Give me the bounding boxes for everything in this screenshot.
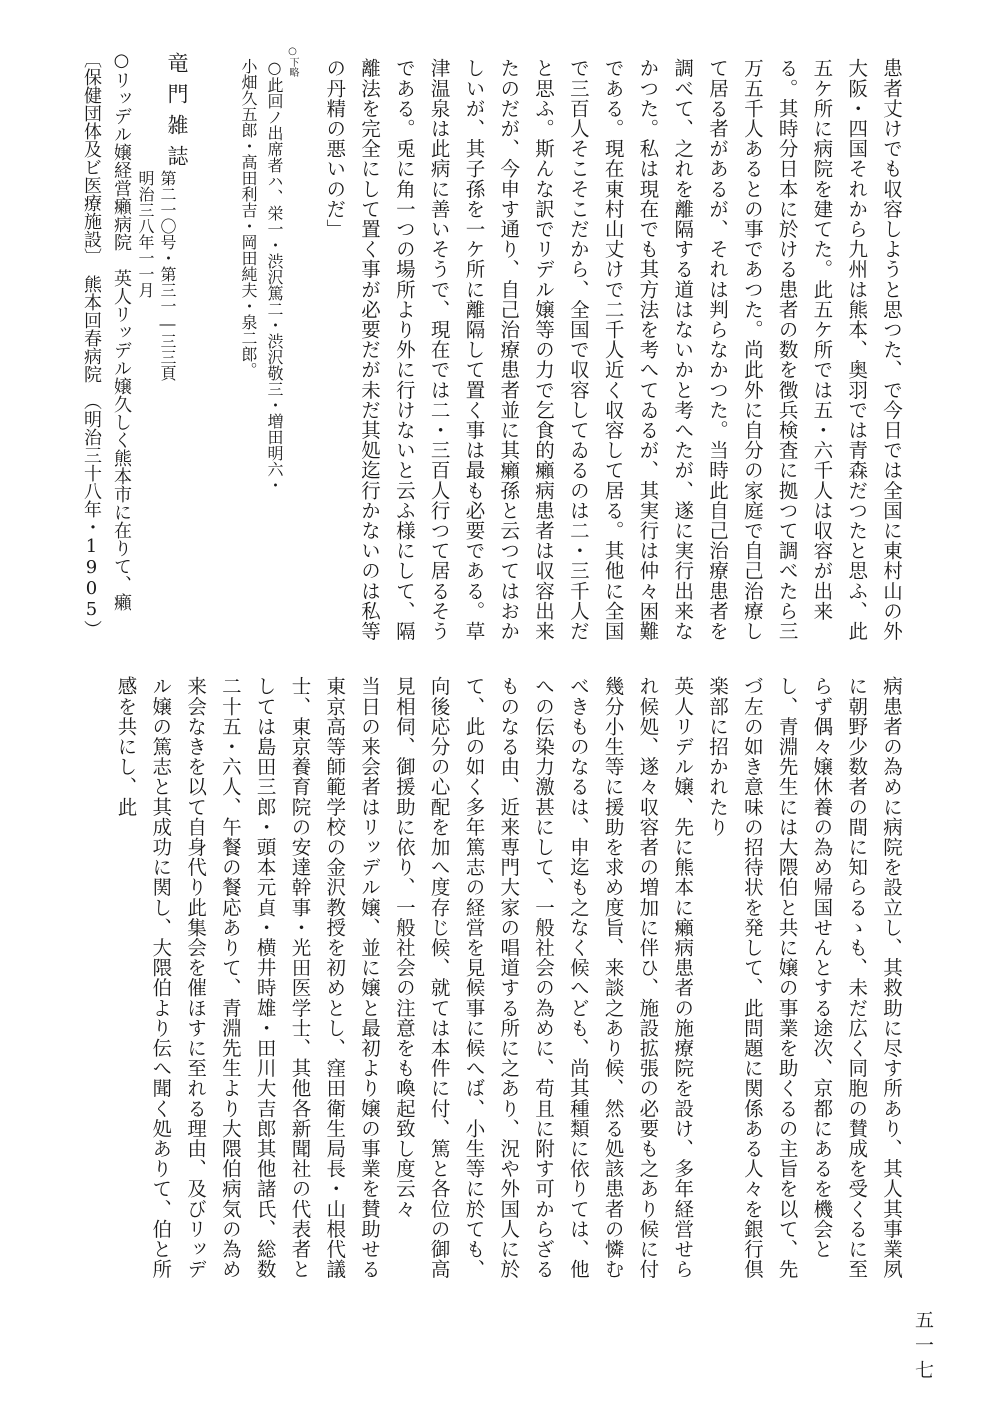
section-heading: 〔保健団体及ビ医療施設〕 熊本回春病院 （明治三十八年・1905） <box>81 50 102 638</box>
page-number: 五一七 <box>912 1310 934 1385</box>
omission-mark: ○下略 <box>287 46 298 77</box>
paragraph: 当日の来会者はリッデル嬢、並に嬢と最初より嬢の事業を賛助せる東京高等師範学校の金沢教授を初めとし、窪田衛生局長・山根代議士、東京養育院の安達幹事・光田医学士、其他各新聞社の代表者としては島田三郎・頭本元貞・横井時雄・田川大吉郎其他諸氏、総数二十五・六人、午餐の餐応ありて、青淵先生より大隈伯病気の為め来会なきを以て自身代り此集会を催ほすに至れる理由、及びリッデル嬢の篤志と其成功に関し、大隈伯より伝へ聞く処ありて、伯と所感を共にし、此 <box>114 676 382 1279</box>
attendee-note <box>217 58 287 498</box>
main-text-bottom <box>88 676 908 1298</box>
paragraph: 患者丈けでも収容しようと思つた、で今日では全国に東村山の外大阪・四国それから九州は熊本、奥羽では青森だつたと思ふ、此五ケ所に病院を建てた。此五ケ所では五・六千人は収容が出来る。其時分日本に於ける患者の数を徴兵検査に拠つて調べたら三万五千人あるとの事であつた。尚此外に自分の家庭で自己治療して居る者があるが、それは判らなかつた。当時此自己治療患者を調べて、之れを離隔する道はないかと考へたが、遂に実行出来なかつた。私は現在でも其方法を考へてゐるが、其実行は仲々困難である。現在東村山丈けで二千人近く収容して居る。其他に全国で三百人そこそこだから、全国で収容してゐるのは二・三千人だと思ふ。斯んな訳でリデル嬢等の力で乞食的癩病患者は収容出来たのだが、今申す通り、自己治療患者並に其癩孫と云つてはおかしいが、其子孫を一ケ所に離隔して置く事は最も必要である。草津温泉は此病に善いそうで、現在では二・三百人行つて居るそうである。兎に角一つの場所より外に行けないと云ふ様にして、隔離法を完全にして置く事が必要だが未だ其処迄行かないのは私等の丹精の悪いのだ」 <box>323 58 903 641</box>
source-info <box>134 170 178 430</box>
entry-heading: ○リッデル嬢経営癩病院 英人リッデル嬢久しく熊本市に在りて、癩 <box>111 50 132 611</box>
source-issue: 第二一〇号・第三一―三三頁 <box>158 170 177 381</box>
source-date: 明治三八年一一月 <box>136 170 155 298</box>
paragraph: 英人リデル嬢、先に熊本に癩病患者の施療院を設け、多年経営せられ候処、遂々収容者の増加に伴ひ、施設拡張の必要も之あり候に付幾分小生等に援助を求め度旨、来談之あり候、然る処該患者の憐むべきものなるは、申迄も之なく候へども、尚其種類に依りては、他への伝染力激甚にして、一般社会の為めに、苟且に附す可からざるものなる由、近来専門大家の唱道する所に之あり、況や外国人に於て、此の如く多年篤志の経営を見候事に候へば、小生等に於ても、向後応分の心配を加へ度存じ候、就ては本件に付、篤と各位の御高見相伺、御援助に依り、一般社会の注意をも喚起致し度云々 <box>392 676 695 1279</box>
paragraph: 病患者の為めに病院を設立し、其救助に尽す所あり、其人其事業夙に朝野少数者の間に知らるゝも、未だ広く同胞の賛成を受くるに至らず偶々嬢休養の為め帰国せんとする途次、京都にあるを機会とし、青淵先生には大隈伯と共に嬢の事業を助くるの主旨を以て、先づ左の如き意味の招待状を発して、此問題に関係ある人々を銀行倶楽部に招かれたり <box>706 676 903 1279</box>
source-title: 竜門雑誌 <box>165 52 189 176</box>
note-text: ○此回ノ出席者ハ、栄一・渋沢篤二・渋沢敬三・増田明六・小畑久五郎・高田利吉・岡田純夫・泉二郎。 <box>239 58 284 493</box>
